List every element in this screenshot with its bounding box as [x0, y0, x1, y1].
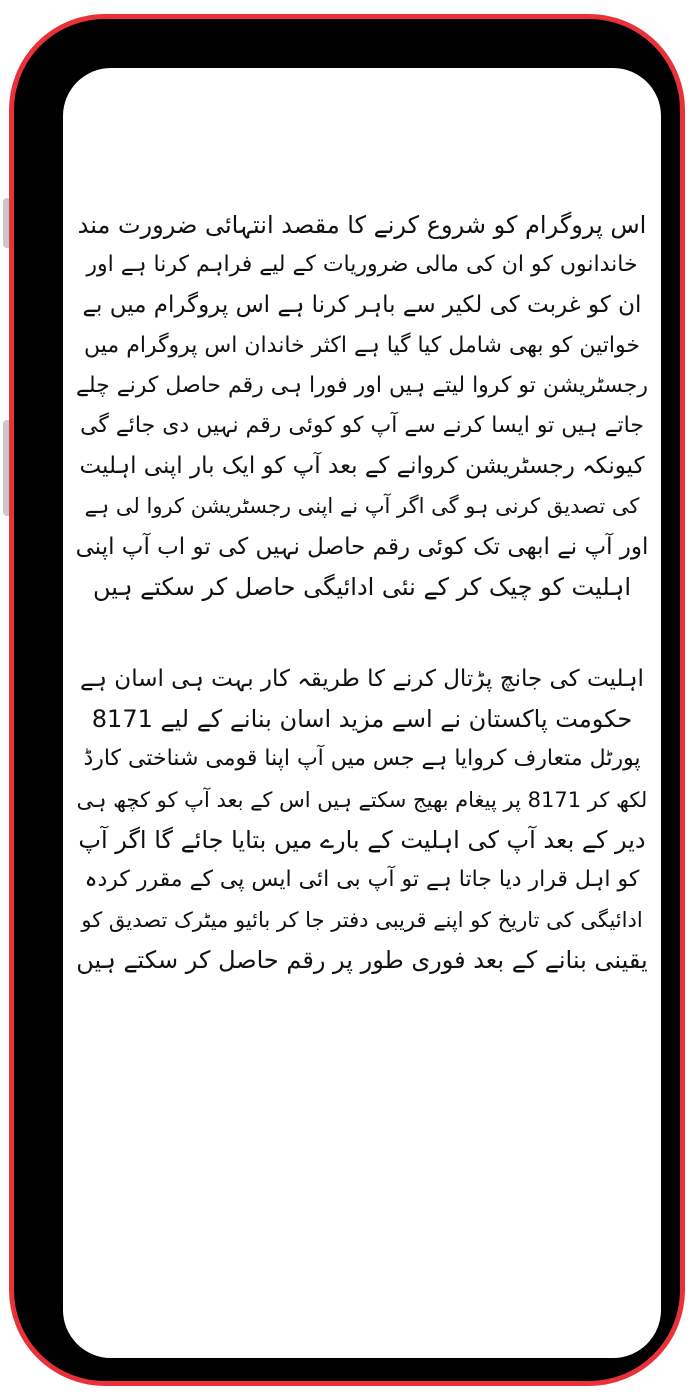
paragraph-line: جاتے ہیں تو ایسا کرنے سے آپ کو کوئی رقم نہیں دی جائے گی: [80, 413, 644, 439]
paragraph-line: حکومت پاکستان نے اسے مزید اسان بنانے کے لیے 8171: [91, 705, 633, 734]
phone-screen: [63, 68, 661, 1358]
paragraph-line: یقینی بنانے کے بعد فوری طور پر رقم حاصل کر سکتے ہیں: [76, 946, 648, 975]
paragraph-line: رجسٹریشن تو کروا لیتے ہیں اور فورا ہی رقم حاصل کرنے چلے: [75, 372, 649, 398]
paragraph-line: پورٹل متعارف کروایا ہے جس میں آپ اپنا قومی شناختی کارڈ: [83, 746, 641, 772]
article-body: [75, 205, 649, 981]
phone-frame: [9, 14, 685, 1386]
paragraph-line: لکھ کر 8171 پر پیغام بھیج سکتے ہیں اس کے بعد آپ کو کچھ ہی: [76, 787, 648, 812]
paragraph-line: اس پروگرام کو شروع کرنے کا مقصد انتہائی ضرورت مند: [77, 211, 647, 239]
paragraph-line: کیونکہ رجسٹریشن کروانے کے بعد آپ کو ایک بار اپنی اہلیت: [79, 453, 645, 480]
paragraph-line: اہلیت کی جانچ پڑتال کرنے کا طریقہ کار بہت ہی اسان ہے: [80, 666, 644, 693]
article-paragraph-2: [75, 659, 649, 981]
paragraph-line: دیر کے بعد آپ کی اہلیت کے بارے میں بتایا جائے گا اگر آپ: [78, 825, 646, 854]
paragraph-line: خواتین کو بھی شامل کیا گیا ہے اکثر خاندان اس پروگرام میں: [84, 332, 640, 358]
paragraph-line: ادائیگی کی تاریخ کو اپنے قریبی دفتر جا کر بائیو میٹرک تصدیق کو: [81, 908, 643, 933]
article-paragraph-1: [75, 205, 649, 607]
paragraph-line: ان کو غربت کی لکیر سے باہر کرنا ہے اس پروگرام میں بے: [82, 292, 642, 319]
paragraph-line: کو اہل قرار دیا جاتا ہے تو آپ بی ائی ایس پی کے مقرر کردہ: [84, 867, 640, 893]
paragraph-line: اہلیت کو چیک کر کے نئی ادائیگی حاصل کر سکتے ہیں: [92, 572, 632, 601]
paragraph-line: اور آپ نے ابھی تک کوئی رقم حاصل نہیں کی تو اب آپ اپنی: [75, 533, 649, 560]
paragraph-line: خاندانوں کو ان کی مالی ضروریات کے لیے فراہم کرنا ہے اور: [86, 252, 638, 278]
paragraph-line: کی تصدیق کرنی ہو گی اگر آپ نے اپنی رجسٹریشن کروا لی ہے: [84, 494, 640, 519]
